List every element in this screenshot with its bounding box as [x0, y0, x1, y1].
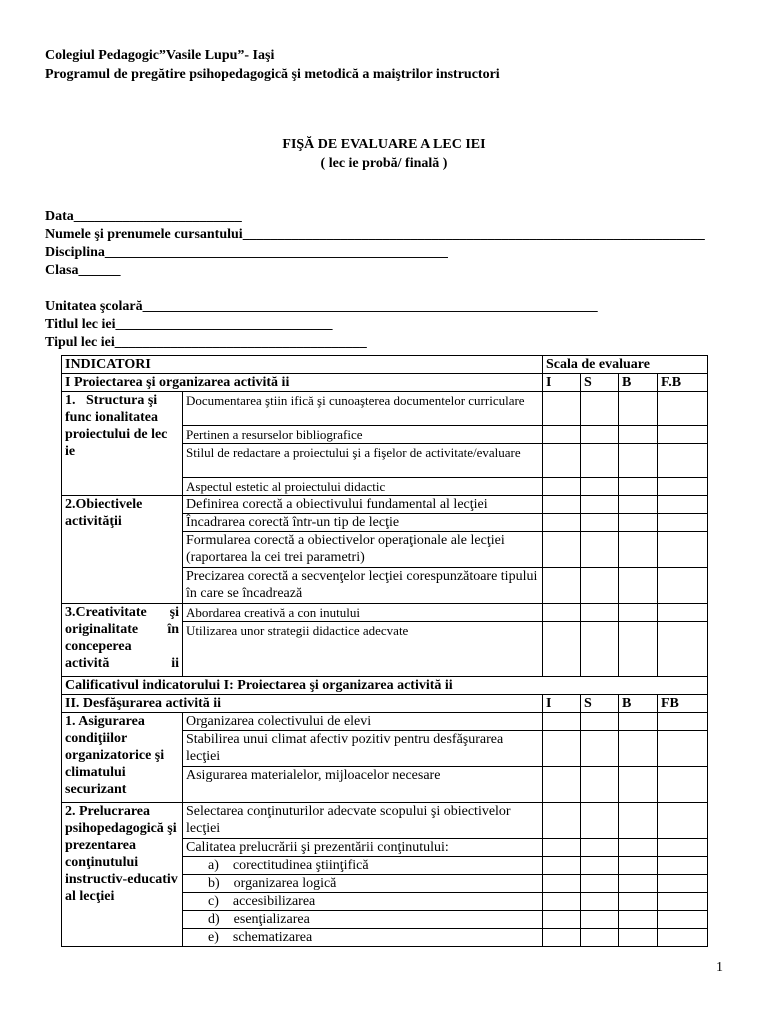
- header-scala: Scala de evaluare: [543, 356, 708, 374]
- indicator-item: Formularea corectă a obiectivelor operaţionale ale lecţiei (raportarea la cei trei parametri): [183, 532, 543, 568]
- score-cell[interactable]: [543, 929, 581, 947]
- score-cell[interactable]: [543, 604, 581, 622]
- institution-name: Colegiul Pedagogic”Vasile Lupu”- Iaşi: [45, 48, 275, 63]
- score-cell[interactable]: [581, 893, 619, 911]
- score-cell[interactable]: [658, 713, 708, 731]
- score-cell[interactable]: [581, 532, 619, 568]
- score-cell[interactable]: [658, 478, 708, 496]
- scale-label: I: [543, 695, 581, 713]
- score-cell[interactable]: [619, 496, 658, 514]
- score-cell[interactable]: [619, 532, 658, 568]
- indicator-subitem: c) accesibilizarea: [183, 893, 543, 911]
- score-cell[interactable]: [658, 604, 708, 622]
- score-cell[interactable]: [543, 803, 581, 839]
- score-cell[interactable]: [543, 893, 581, 911]
- category-structure: 1. Structura şi func ionalitatea proiectului de lec ie: [62, 392, 183, 496]
- indicator-item: Definirea corectă a obiectivului fundamental al lecţiei: [183, 496, 543, 514]
- indicator-subitem: b) organizarea logică: [183, 875, 543, 893]
- score-cell[interactable]: [619, 426, 658, 444]
- section1-row: [62, 374, 708, 392]
- score-cell[interactable]: [581, 911, 619, 929]
- score-cell[interactable]: [619, 803, 658, 839]
- score-cell[interactable]: [658, 514, 708, 532]
- score-cell[interactable]: [619, 839, 658, 857]
- indicator-item: Pertinen a resurselor bibliografice: [183, 426, 543, 444]
- section1-title: I Proiectarea şi organizarea activită ii: [62, 374, 543, 392]
- scale-label: F.B: [658, 374, 708, 392]
- score-cell[interactable]: [543, 444, 581, 478]
- score-cell[interactable]: [581, 731, 619, 767]
- field-discipline: Disciplina_________________________________________________: [45, 245, 448, 260]
- score-cell[interactable]: [543, 731, 581, 767]
- indicator-subitem: e) schematizarea: [183, 929, 543, 947]
- score-cell[interactable]: [658, 731, 708, 767]
- score-cell[interactable]: [619, 622, 658, 677]
- score-cell[interactable]: [581, 875, 619, 893]
- category-content: 2. Prelucrarea psihopedagogică şi prezentarea conţinutului instructiv-educativ al lecţiei: [62, 803, 183, 947]
- score-cell[interactable]: [619, 911, 658, 929]
- score-cell[interactable]: [658, 803, 708, 839]
- indicator-item: Stilul de redactare a proiectului şi a fişelor de activitate/evaluare: [183, 444, 543, 478]
- score-cell[interactable]: [543, 911, 581, 929]
- score-cell[interactable]: [543, 839, 581, 857]
- score-cell[interactable]: [543, 767, 581, 803]
- score-cell[interactable]: [658, 532, 708, 568]
- table-row: [62, 604, 708, 622]
- indicator-item: Calitatea prelucrării şi prezentării conţinutului:: [183, 839, 543, 857]
- indicator-subitem: d) esenţializarea: [183, 911, 543, 929]
- indicator-item: Asigurarea materialelor, mijloacelor necesare: [183, 767, 543, 803]
- scale-label: S: [581, 374, 619, 392]
- score-cell[interactable]: [581, 392, 619, 426]
- category-conditions: 1. Asigurarea condiţiilor organizatorice şi climatului securizant: [62, 713, 183, 803]
- score-cell[interactable]: [658, 444, 708, 478]
- score-cell[interactable]: [581, 929, 619, 947]
- field-date: Data________________________: [45, 209, 242, 224]
- score-cell[interactable]: [658, 893, 708, 911]
- score-cell[interactable]: [543, 392, 581, 426]
- score-cell[interactable]: [658, 426, 708, 444]
- score-cell[interactable]: [581, 713, 619, 731]
- indicator-item: Organizarea colectivului de elevi: [183, 713, 543, 731]
- section2-title: II. Desfăşurarea activită ii: [62, 695, 543, 713]
- score-cell[interactable]: [619, 478, 658, 496]
- indicator-item: Abordarea creativă a con inutului: [183, 604, 543, 622]
- program-name: Programul de pregătire psihopedagogică şi metodică a maiştrilor instructori: [45, 67, 500, 82]
- score-cell[interactable]: [619, 444, 658, 478]
- scale-label: B: [619, 374, 658, 392]
- score-cell[interactable]: [619, 713, 658, 731]
- score-cell[interactable]: [581, 767, 619, 803]
- score-cell[interactable]: [619, 568, 658, 604]
- field-class: Clasa______: [45, 263, 121, 278]
- page-number: 1: [716, 960, 723, 975]
- score-cell[interactable]: [543, 532, 581, 568]
- field-school-unit: Unitatea şcolară_________________________________________________________________: [45, 299, 598, 314]
- table-header-row: [62, 356, 708, 374]
- score-cell[interactable]: [658, 911, 708, 929]
- score-cell[interactable]: [658, 568, 708, 604]
- score-cell[interactable]: [543, 713, 581, 731]
- score-cell[interactable]: [619, 857, 658, 875]
- score-cell[interactable]: [581, 604, 619, 622]
- score-cell[interactable]: [658, 875, 708, 893]
- score-cell[interactable]: [581, 839, 619, 857]
- score-cell[interactable]: [543, 426, 581, 444]
- calificativ-row: [62, 677, 708, 695]
- score-cell[interactable]: [543, 568, 581, 604]
- scale-label: I: [543, 374, 581, 392]
- table-row: [62, 713, 708, 731]
- score-cell[interactable]: [658, 857, 708, 875]
- score-cell[interactable]: [581, 803, 619, 839]
- score-cell[interactable]: [581, 426, 619, 444]
- evaluation-table: [61, 355, 708, 947]
- scale-label: S: [581, 695, 619, 713]
- score-cell[interactable]: [543, 857, 581, 875]
- score-cell[interactable]: [658, 839, 708, 857]
- score-cell[interactable]: [658, 929, 708, 947]
- score-cell[interactable]: [658, 767, 708, 803]
- indicator-item: Aspectul estetic al proiectului didactic: [183, 478, 543, 496]
- indicator-item: Documentarea ştiin ifică şi cunoaşterea documentelor curriculare: [183, 392, 543, 426]
- score-cell[interactable]: [543, 478, 581, 496]
- section2-row: [62, 695, 708, 713]
- category-objectives: 2.Obiectivele activităţii: [62, 496, 183, 604]
- indicator-item: Stabilirea unui climat afectiv pozitiv pentru desfăşurarea lecţiei: [183, 731, 543, 767]
- table-row: [62, 392, 708, 426]
- indicator-subitem: a) corectitudinea ştiinţifică: [183, 857, 543, 875]
- form-subtitle: ( lec ie probă/ finală ): [320, 156, 448, 171]
- calificativ-1: Calificativul indicatorului I: Proiectarea şi organizarea activită ii: [62, 677, 708, 695]
- score-cell[interactable]: [581, 496, 619, 514]
- score-cell[interactable]: [581, 444, 619, 478]
- indicator-item: Precizarea corectă a secvenţelor lecţiei corespunzătoare tipului în care se încadrează: [183, 568, 543, 604]
- field-lesson-title: Titlul lec iei_______________________________: [45, 317, 333, 332]
- score-cell[interactable]: [619, 392, 658, 426]
- score-cell[interactable]: [658, 392, 708, 426]
- indicator-item: Încadrarea corectă într-un tip de lecţie: [183, 514, 543, 532]
- score-cell[interactable]: [581, 622, 619, 677]
- header-indicatori: INDICATORI: [62, 356, 543, 374]
- table-row: [62, 496, 708, 514]
- indicator-item: Selectarea conţinuturilor adecvate scopului şi obiectivelor lecţiei: [183, 803, 543, 839]
- score-cell[interactable]: [543, 622, 581, 677]
- form-title: FIŞĂ DE EVALUARE A LEC IEI: [282, 137, 486, 152]
- scale-label: B: [619, 695, 658, 713]
- document-header: [45, 46, 500, 84]
- score-cell[interactable]: [658, 496, 708, 514]
- score-cell[interactable]: [543, 875, 581, 893]
- score-cell[interactable]: [543, 514, 581, 532]
- score-cell[interactable]: [581, 514, 619, 532]
- score-cell[interactable]: [619, 875, 658, 893]
- field-lesson-type: Tipul lec iei____________________________________: [45, 335, 367, 350]
- score-cell[interactable]: [581, 568, 619, 604]
- score-cell[interactable]: [619, 893, 658, 911]
- field-student-name: Numele şi prenumele cursantului__________________________________________________________________: [45, 227, 705, 242]
- table-row: [62, 803, 708, 839]
- score-cell[interactable]: [619, 514, 658, 532]
- scale-label: FB: [658, 695, 708, 713]
- score-cell[interactable]: [619, 731, 658, 767]
- score-cell[interactable]: [581, 478, 619, 496]
- score-cell[interactable]: [619, 767, 658, 803]
- score-cell[interactable]: [619, 604, 658, 622]
- score-cell[interactable]: [619, 929, 658, 947]
- indicator-item: Utilizarea unor strategii didactice adecvate: [183, 622, 543, 677]
- score-cell[interactable]: [543, 496, 581, 514]
- score-cell[interactable]: [658, 622, 708, 677]
- score-cell[interactable]: [581, 857, 619, 875]
- category-creativity: 3.Creativitate şi originalitate în conceperea activită ii: [62, 604, 183, 677]
